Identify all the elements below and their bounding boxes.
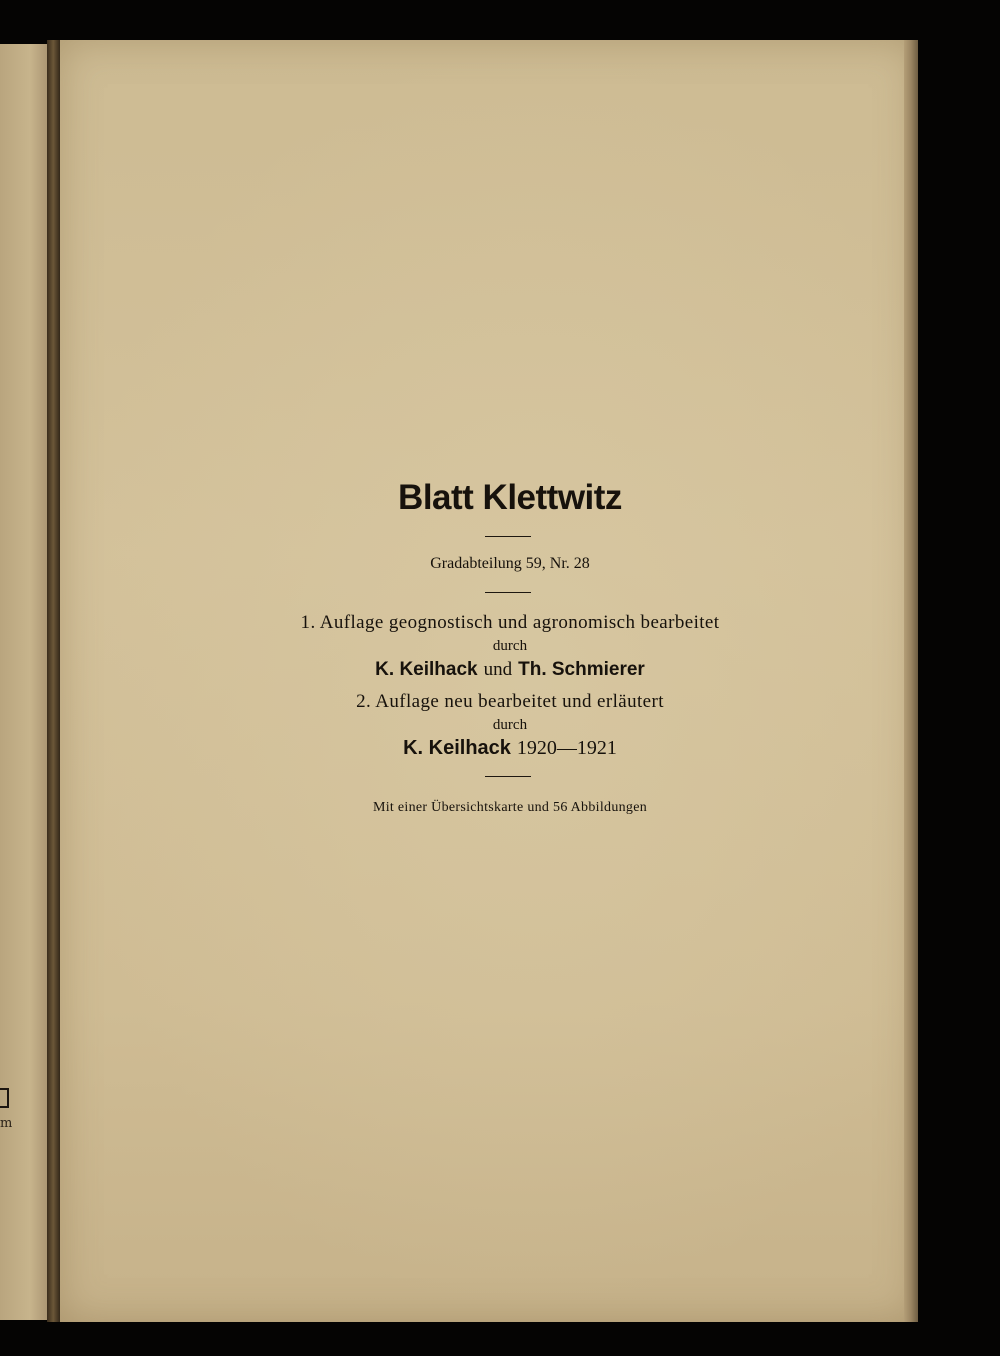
author-keilhack: K. Keilhack bbox=[375, 659, 478, 680]
right-page-stack-edge bbox=[904, 40, 918, 1322]
left-page-text-fragment: m bbox=[0, 1116, 13, 1131]
und-label: und bbox=[483, 659, 513, 680]
second-edition-line: 2. Auflage neu bearbeitet und erläutert bbox=[356, 691, 664, 712]
divider-rule bbox=[485, 776, 531, 777]
page-title: Blatt Klettwitz bbox=[398, 478, 622, 517]
durch-label: durch bbox=[492, 717, 528, 733]
first-edition-line: 1. Auflage geognostisch und agronomisch bearbeitet bbox=[300, 612, 720, 633]
author-schmierer: Th. Schmierer bbox=[518, 659, 645, 680]
author-keilhack: K. Keilhack bbox=[403, 737, 511, 759]
edition-years: 1920—1921 bbox=[516, 737, 617, 759]
durch-label: durch bbox=[492, 638, 528, 654]
second-edition-author bbox=[120, 737, 900, 760]
divider-rule bbox=[485, 592, 531, 593]
left-page-box-fragment bbox=[0, 1088, 9, 1108]
supplement-line: Mit einer Übersichtskarte und 56 Abbildungen bbox=[372, 800, 648, 815]
gradabteilung-line: Gradabteilung 59, Nr. 28 bbox=[430, 555, 590, 572]
book-gutter bbox=[47, 40, 61, 1322]
first-edition-authors bbox=[120, 659, 900, 681]
title-page bbox=[60, 40, 916, 1322]
divider-rule bbox=[485, 536, 531, 537]
